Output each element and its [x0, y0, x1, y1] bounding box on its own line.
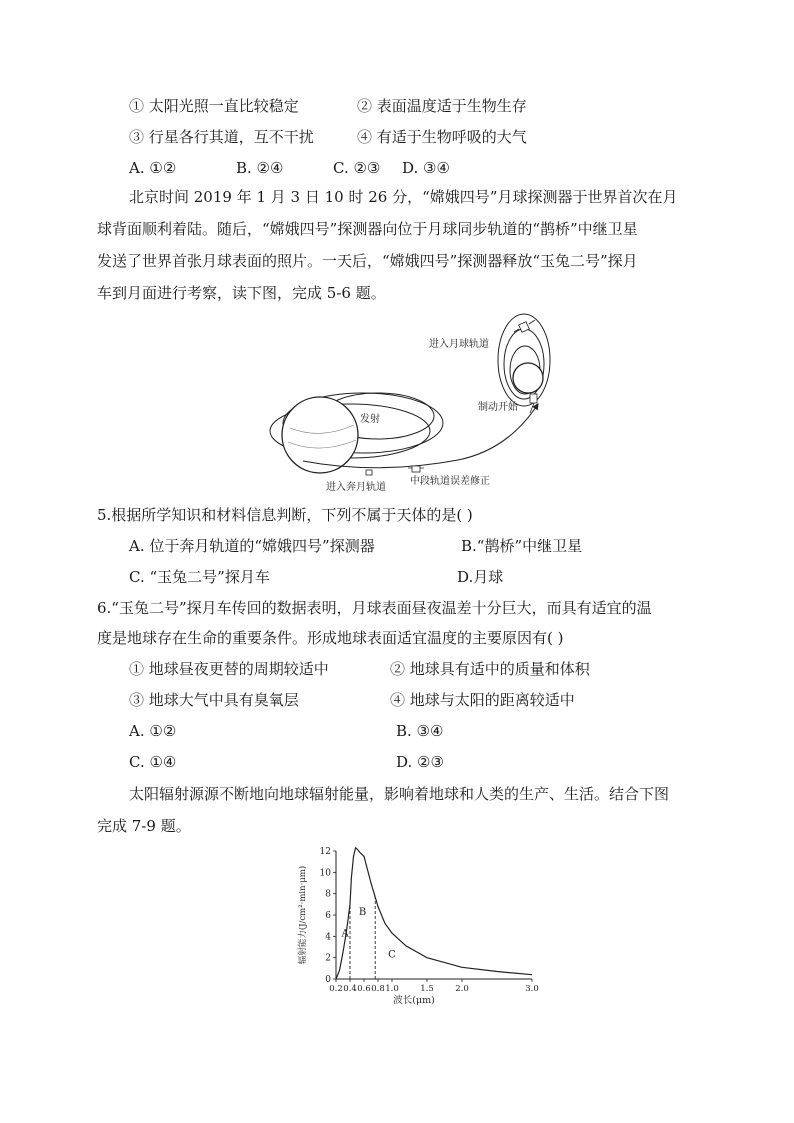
passage2-line-1: 太阳辐射源源不断地向地球辐射能量，影响着地球和人类的生产、生活。结合下图	[129, 785, 670, 803]
satellite-icon	[514, 320, 535, 332]
x-tick-label: 3.0	[525, 984, 539, 994]
moon-icon	[513, 363, 543, 393]
x-tick-label: 0.8	[371, 984, 385, 994]
q4-option-1: ① 太阳光照一直比较稳定	[129, 97, 299, 115]
solar-radiation-chart	[292, 842, 542, 1007]
y-tick-label: 4	[325, 932, 331, 943]
passage1-line-3: 发送了世界首张月球表面的照片。一天后，“嫦娥四号”探测器释放“玉兔二号”探月	[97, 252, 638, 270]
q6-stem-line-1: 6.“玉兔二号”探月车传回的数据表明，月球表面昼夜温差十分巨大，而具有适宜的温	[97, 599, 652, 617]
label-enter-transfer-orbit: 进入奔月轨道	[326, 482, 386, 493]
q6-option-2: ② 地球具有适中的质量和体积	[390, 660, 590, 678]
passage1-line-1: 北京时间 2019 年 1 月 3 日 10 时 26 分，“嫦娥四号”月球探测器于世界首次在月	[129, 188, 678, 206]
region-label-c: C	[388, 949, 396, 961]
q6-option-3: ③ 地球大气中具有臭氧层	[129, 691, 299, 709]
q5-option-d: D.月球	[457, 568, 504, 586]
q6-choice-c: C. ①④	[129, 753, 177, 771]
q4-option-4: ④ 有适于生物呼吸的大气	[357, 128, 527, 146]
q4-choice-a: A. ①②	[129, 159, 177, 177]
q6-option-1: ① 地球昼夜更替的周期较适中	[129, 660, 329, 678]
passage2-line-2: 完成 7-9 题。	[97, 817, 191, 835]
x-tick-label: 2.0	[455, 984, 469, 994]
y-tick-label: 12	[319, 847, 331, 857]
earth-icon	[282, 397, 358, 473]
q6-stem-line-2: 度是地球存在生命的重要条件。形成地球表面适宜温度的主要原因有( )	[97, 629, 564, 647]
x-tick-label: 1.5	[420, 984, 434, 994]
label-midcourse-correction: 中段轨道误差修正	[410, 476, 490, 487]
label-brake-start: 制动开始	[478, 402, 518, 413]
q6-choice-b: B. ③④	[396, 722, 444, 740]
y-axis-label: 辐射能力(J/cm²·min·μm)	[298, 865, 308, 965]
q4-option-3: ③ 行星各行其道，互不干扰	[129, 128, 314, 146]
label-launch: 发射	[360, 414, 380, 425]
y-tick-label: 8	[325, 889, 331, 900]
q6-choice-a: A. ①②	[129, 722, 177, 740]
x-tick-label: 1.0	[385, 984, 399, 994]
y-tick-label: 2	[325, 953, 331, 964]
x-tick-label: 0.2	[329, 984, 343, 994]
q6-choice-d: D. ②③	[396, 753, 444, 771]
q4-choice-d: D. ③④	[402, 159, 450, 177]
lunar-orbit-diagram	[268, 310, 568, 500]
q5-option-c: C. “玉兔二号”探月车	[129, 568, 270, 586]
q5-option-b: B.“鹊桥”中继卫星	[461, 537, 583, 555]
q5-option-a: A. 位于奔月轨道的“嫦娥四号”探测器	[129, 537, 375, 555]
x-axis-label: 波长(μm)	[393, 995, 435, 1006]
region-label-a: A	[341, 928, 349, 940]
q6-option-4: ④ 地球与太阳的距离较适中	[390, 691, 575, 709]
q4-choice-c: C. ②③	[333, 159, 381, 177]
passage1-line-4: 车到月面进行考察，读下图，完成 5-6 题。	[97, 284, 386, 302]
x-tick-label: 0.6	[357, 984, 371, 994]
q4-choice-b: B. ②④	[236, 159, 284, 177]
region-label-b: B	[358, 907, 367, 918]
q5-stem: 5.根据所学知识和材料信息判断，下列不属于天体的是( )	[97, 506, 473, 524]
label-enter-lunar-orbit: 进入月球轨道	[429, 339, 489, 350]
passage1-line-2: 球背面顺利着陆。随后，“嫦娥四号”探测器向位于月球同步轨道的“鹊桥”中继卫星	[97, 220, 638, 238]
y-tick-label: 6	[325, 911, 331, 921]
x-tick-label: 0.4	[343, 984, 357, 994]
q4-option-2: ② 表面温度适于生物生存	[357, 97, 527, 115]
y-tick-label: 0	[325, 975, 331, 985]
y-tick-label: 10	[319, 868, 331, 879]
